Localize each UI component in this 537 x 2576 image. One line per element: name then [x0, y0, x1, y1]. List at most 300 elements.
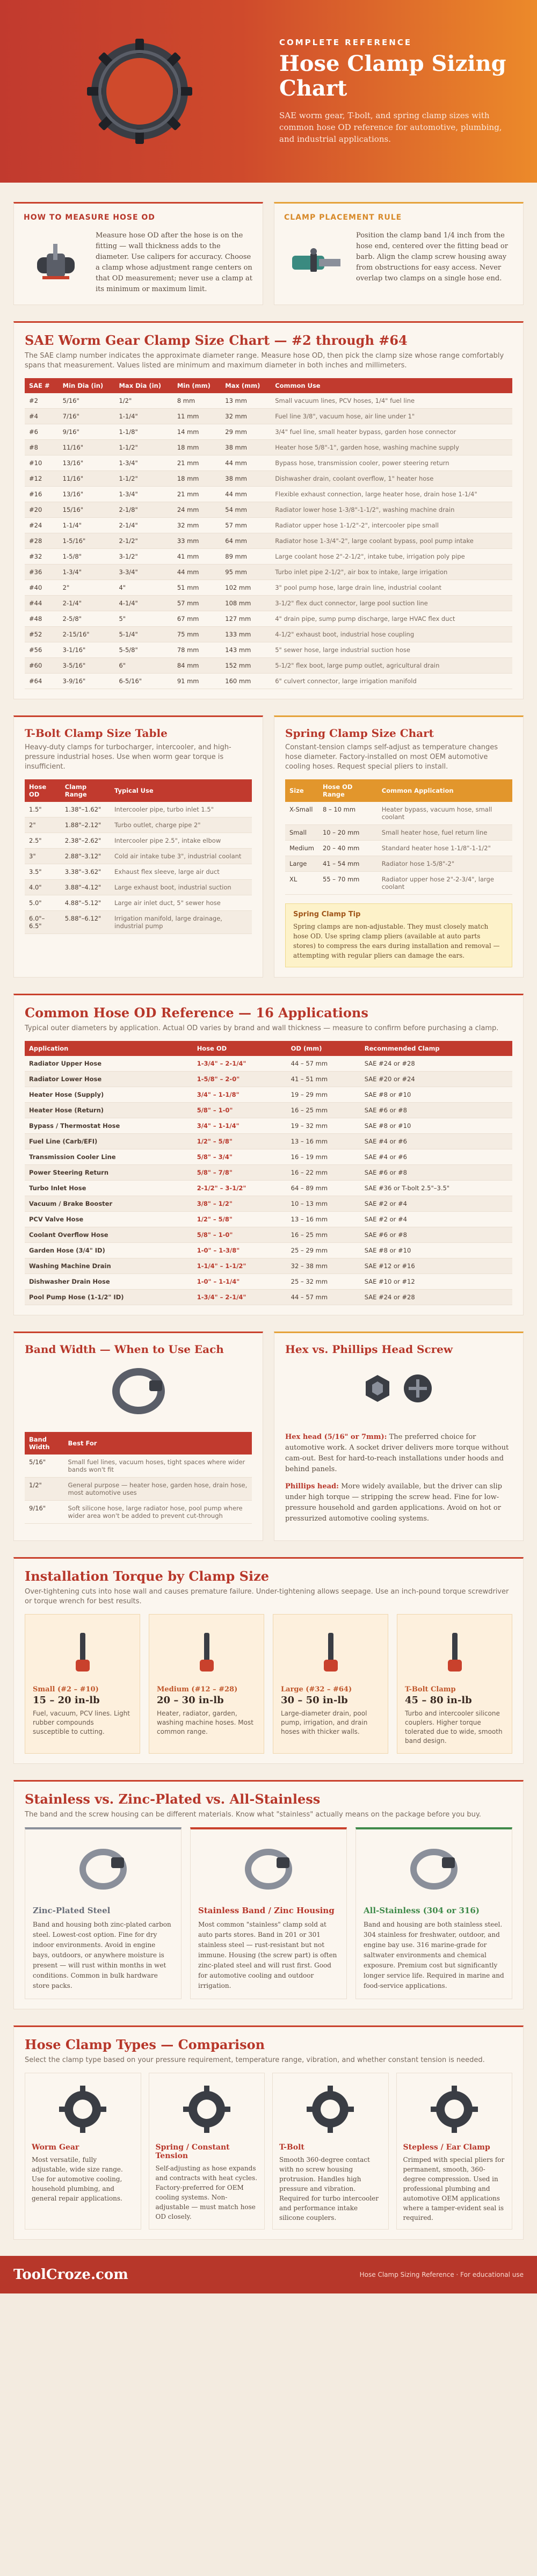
table-cell: #32 [25, 549, 59, 565]
table-header-cell: OD (mm) [287, 1041, 360, 1056]
table-cell: 9/16" [25, 1501, 64, 1524]
table-cell: 38 mm [221, 440, 271, 455]
table-cell: 29 mm [221, 424, 271, 440]
table-cell: 38 mm [221, 471, 271, 487]
table-cell: 6.0"–6.5" [25, 911, 61, 934]
torque-value: 20 – 30 in-lb [157, 1695, 224, 1706]
table-cell: 3/4" – 1-1/8" [193, 1087, 287, 1103]
table-cell: 1-1/4" [59, 518, 115, 533]
table-cell: SAE #20 or #24 [360, 1072, 512, 1087]
types-title: Hose Clamp Types — Comparison [25, 2037, 265, 2052]
table-cell: 41 – 54 mm [318, 856, 378, 872]
table-cell: 3/4" fuel line, small heater bypass, garden hose connector [271, 424, 512, 440]
table-cell: SAE #6 or #8 [360, 1227, 512, 1243]
table-cell: 1-5/8" – 2-0" [193, 1072, 287, 1087]
table-row [25, 1103, 512, 1118]
table-cell: 4" [114, 580, 172, 596]
table-cell: 2" [59, 580, 115, 596]
table-cell: 6" [114, 658, 172, 674]
table-cell: 16 – 19 mm [287, 1149, 360, 1165]
table-cell: 13 – 16 mm [287, 1134, 360, 1149]
table-cell: 6" culvert connector, large irrigation manifold [271, 674, 512, 689]
wrench-icon [281, 1622, 380, 1681]
placement-title: CLAMP PLACEMENT RULE [284, 213, 402, 222]
table-cell: #20 [25, 502, 59, 518]
hex-head-label: Hex head (5/16" or 7mm): [285, 1433, 387, 1441]
table-cell: #60 [25, 658, 59, 674]
table-cell: 5/8" – 1-0" [193, 1103, 287, 1118]
table-cell: Radiator hose 1-5/8"-2" [378, 856, 512, 872]
clamp-type-desc: Smooth 360-degree contact with no screw housing protrusion. Handles high pressure and vibration. Required for turbo intercooler and performance intake silicone couplers. [279, 2156, 379, 2222]
table-cell: 5.88"–6.12" [61, 911, 110, 934]
table-cell: 57 mm [221, 518, 271, 533]
table-cell: #64 [25, 674, 59, 689]
material-card [355, 1827, 512, 1999]
table-cell: Radiator Lower Hose [25, 1072, 193, 1087]
clamp-type-name: Spring / Constant Tension [155, 2143, 230, 2160]
table-cell: 5/16" [25, 1455, 64, 1478]
table-cell: 160 mm [221, 674, 271, 689]
table-cell: 2" [25, 817, 61, 833]
types-section [13, 2025, 524, 2240]
tbolt-spring-row [13, 715, 524, 978]
material-name: Stainless Band / Zinc Housing [198, 1906, 335, 1915]
table-cell: 1.5" [25, 802, 61, 817]
clamp-icon [198, 1837, 339, 1901]
table-cell: Soft silicone hose, large radiator hose, pool pump where wider area won't be added to prevent cut-through [64, 1501, 252, 1524]
table-cell: Turbo inlet pipe 2-1/2", air box to intake, large irrigation [271, 565, 512, 580]
table-row [285, 825, 512, 841]
table-header-cell: Clamp Range [61, 779, 110, 802]
table-header-cell: Hose OD [25, 779, 61, 802]
table-cell: 3/8" – 1/2" [193, 1196, 287, 1212]
table-cell: Small [285, 825, 318, 841]
table-cell: Bypass / Thermostat Hose [25, 1118, 193, 1134]
table-cell: 3-3/4" [114, 565, 172, 580]
table-cell: Garden Hose (3/4" ID) [25, 1243, 193, 1258]
wrench-icon [405, 1622, 504, 1681]
spring-table [285, 779, 512, 895]
table-row [25, 895, 252, 911]
table-cell: 2.5" [25, 833, 61, 849]
table-header-cell: Max Dia (in) [114, 378, 172, 393]
table-cell: 44 mm [173, 565, 221, 580]
clamp-type-card [272, 2073, 389, 2230]
table-cell: 5" [114, 611, 172, 627]
table-cell: 1-1/2" [114, 471, 172, 487]
table-cell: 32 – 38 mm [287, 1258, 360, 1274]
table-cell: Coolant Overflow Hose [25, 1227, 193, 1243]
table-cell: 33 mm [173, 533, 221, 549]
table-cell: Fuel Line (Carb/EFI) [25, 1134, 193, 1149]
table-cell: 24 mm [173, 502, 221, 518]
table-cell: Turbo outlet, charge pipe 2" [110, 817, 252, 833]
table-row [25, 409, 512, 424]
table-cell: 3-1/16" [59, 642, 115, 658]
placement-card [274, 202, 524, 305]
table-cell: 54 mm [221, 502, 271, 518]
table-cell: Heater Hose (Supply) [25, 1087, 193, 1103]
table-row [25, 502, 512, 518]
table-row [25, 1478, 252, 1501]
table-cell: Radiator hose 1-3/4"-2", large coolant bypass, pool pump intake [271, 533, 512, 549]
table-cell: #56 [25, 642, 59, 658]
table-cell: 25 – 29 mm [287, 1243, 360, 1258]
table-cell: 4.88"–5.12" [61, 895, 110, 911]
table-cell: 127 mm [221, 611, 271, 627]
table-cell: 13 – 16 mm [287, 1212, 360, 1227]
table-cell: #28 [25, 533, 59, 549]
table-row [25, 1243, 512, 1258]
table-cell: 11/16" [59, 440, 115, 455]
table-row [25, 1181, 512, 1196]
table-cell: 15/16" [59, 502, 115, 518]
table-row [25, 1290, 512, 1305]
table-cell: 1-1/8" [114, 424, 172, 440]
table-cell: SAE #2 or #4 [360, 1196, 512, 1212]
torque-card [397, 1614, 512, 1754]
table-cell: Pool Pump Hose (1-1/2" ID) [25, 1290, 193, 1305]
table-row [25, 580, 512, 596]
table-cell: 84 mm [173, 658, 221, 674]
table-cell: Vacuum / Brake Booster [25, 1196, 193, 1212]
torque-card [25, 1614, 140, 1754]
table-row [25, 549, 512, 565]
table-header-cell: Recommended Clamp [360, 1041, 512, 1056]
table-cell: Turbo Inlet Hose [25, 1181, 193, 1196]
table-header-cell: Common Use [271, 378, 512, 393]
table-cell: SAE #4 or #6 [360, 1149, 512, 1165]
hex-head-text: The preferred choice for automotive work. A socket driver delivers more torque without cam-out. Best for hard-to-reach installations under hoods and behind panels. [285, 1433, 509, 1473]
footer-note: Hose Clamp Sizing Reference · For educational use [359, 2271, 524, 2278]
table-row [25, 1274, 512, 1290]
table-cell: 1.88"–2.12" [61, 817, 110, 833]
table-cell: 10 – 13 mm [287, 1196, 360, 1212]
hero-image [0, 0, 279, 183]
table-row [285, 872, 512, 895]
table-cell: 4-1/4" [114, 596, 172, 611]
clamp-icon [364, 1837, 504, 1901]
table-cell: 51 mm [173, 580, 221, 596]
measure-text: Measure hose OD after the hose is on the fitting — wall thickness adds to the diameter. Use calipers for accuracy. Choose a clamp whose adjustment range centers on that OD measurement; never use a clamp at its minimum or maximum limit. [96, 231, 252, 293]
table-cell: 1-5/16" [59, 533, 115, 549]
table-cell: #40 [25, 580, 59, 596]
table-row [25, 518, 512, 533]
table-cell: 2-1/4" [114, 518, 172, 533]
table-cell: 3" pool pump hose, large drain line, industrial coolant [271, 580, 512, 596]
table-cell: Intercooler pipe, turbo inlet 1.5" [110, 802, 252, 817]
table-cell: 14 mm [173, 424, 221, 440]
material-card [190, 1827, 347, 1999]
table-row [25, 1455, 252, 1478]
phillips-head-text: More widely available, but the driver can slip under high torque — stripping the screw head. Fine for low-pressure household and garden applications. Avoid on hot or pressurized automotive cooling systems. [285, 1482, 502, 1523]
table-cell: Dishwasher drain, coolant overflow, 1" heater hose [271, 471, 512, 487]
table-cell: 16 – 22 mm [287, 1165, 360, 1181]
table-cell: 64 mm [221, 533, 271, 549]
table-row [285, 802, 512, 825]
table-header-cell: Band Width [25, 1432, 64, 1455]
table-cell: Radiator upper hose 2"-2-3/4", large coolant [378, 872, 512, 895]
spring-tip [285, 903, 512, 967]
table-cell: 1-0" – 1-3/8" [193, 1243, 287, 1258]
table-cell: PCV Valve Hose [25, 1212, 193, 1227]
table-cell: 44 mm [221, 455, 271, 471]
table-row [25, 455, 512, 471]
material-card [25, 1827, 182, 1999]
table-cell: 95 mm [221, 565, 271, 580]
table-cell: X-Small [285, 802, 318, 825]
table-cell: 11 mm [173, 409, 221, 424]
table-cell: 3-5/16" [59, 658, 115, 674]
torque-value: 15 – 20 in-lb [33, 1695, 100, 1706]
table-cell: 11/16" [59, 471, 115, 487]
hose-clamp-icon [81, 32, 199, 150]
table-cell: 25 – 32 mm [287, 1274, 360, 1290]
types-subtitle: Select the clamp type based on your pressure requirement, temperature range, vibration, and whether constant tension is needed. [25, 2056, 485, 2064]
table-cell: Transmission Cooler Line [25, 1149, 193, 1165]
table-row [25, 565, 512, 580]
table-cell: Medium [285, 841, 318, 856]
table-cell: 5/16" [59, 393, 115, 409]
table-row [25, 487, 512, 502]
table-cell: 21 mm [173, 455, 221, 471]
torque-label: Large (#32 – #64) [281, 1685, 352, 1694]
table-cell: 1/2" – 5/8" [193, 1212, 287, 1227]
table-cell: 19 – 29 mm [287, 1087, 360, 1103]
table-cell: 13 mm [221, 393, 271, 409]
table-cell: 4" drain pipe, sump pump discharge, large HVAC flex duct [271, 611, 512, 627]
table-cell: 1-1/2" [114, 440, 172, 455]
torque-subtitle: Over-tightening cuts into hose wall and causes premature failure. Under-tightening allows seepage. Use an inch-pound torque screwdriver or torque wrench for best results. [25, 1588, 509, 1605]
table-cell: 44 – 57 mm [287, 1290, 360, 1305]
sae-subtitle: The SAE clamp number indicates the approximate diameter range. Measure hose OD, then pick the clamp size whose range comfortably spans that measurement. Values listed are minimum and maximum diameter in both inches and millimeters. [25, 352, 504, 370]
table-cell: SAE #2 or #4 [360, 1212, 512, 1227]
table-row [25, 642, 512, 658]
table-row [25, 1196, 512, 1212]
table-row [25, 627, 512, 642]
table-cell: #10 [25, 455, 59, 471]
screw-head-icon [285, 1359, 512, 1423]
table-cell: #24 [25, 518, 59, 533]
table-cell: 18 mm [173, 440, 221, 455]
torque-label: Medium (#12 – #28) [157, 1685, 238, 1694]
torque-label: T-Bolt Clamp [405, 1685, 456, 1694]
table-cell: Flexible exhaust connection, large heater hose, drain hose 1-1/4" [271, 487, 512, 502]
table-cell: 5-1/4" [114, 627, 172, 642]
table-row [25, 1165, 512, 1181]
table-header-cell: Common Application [378, 779, 512, 802]
table-cell: Heater hose 5/8"-1", garden hose, washing machine supply [271, 440, 512, 455]
table-row [25, 424, 512, 440]
table-header-cell: Typical Use [110, 779, 252, 802]
table-cell: SAE #10 or #12 [360, 1274, 512, 1290]
hex-section [274, 1332, 524, 1541]
clamp-type-card [25, 2073, 141, 2230]
spring-title: Spring Clamp Size Chart [285, 727, 434, 740]
table-cell: #36 [25, 565, 59, 580]
measure-card [13, 202, 263, 305]
table-cell: #44 [25, 596, 59, 611]
table-cell: 18 mm [173, 471, 221, 487]
clamp-type-icon [156, 2080, 258, 2139]
table-cell: 21 mm [173, 487, 221, 502]
band-table [25, 1432, 252, 1524]
table-cell: 7/16" [59, 409, 115, 424]
table-cell: Cold air intake tube 3", industrial coolant [110, 849, 252, 864]
tbolt-section [13, 715, 263, 978]
table-cell: 2.88"–3.12" [61, 849, 110, 864]
torque-value: 45 – 80 in-lb [405, 1695, 472, 1706]
table-cell: 13/16" [59, 487, 115, 502]
table-cell: 1/2" [114, 393, 172, 409]
materials-grid [25, 1827, 512, 1999]
torque-desc: Turbo and intercooler silicone couplers. Higher torque tolerated due to wide, smooth band design. [405, 1710, 503, 1745]
table-row [25, 1134, 512, 1149]
table-cell: Fuel line 3/8", vacuum hose, air line under 1" [271, 409, 512, 424]
table-cell: 2-1/4" [59, 596, 115, 611]
band-hex-row [13, 1332, 524, 1541]
table-cell: 78 mm [173, 642, 221, 658]
clamp-type-icon [32, 2080, 134, 2139]
band-clamp-icon [25, 1359, 252, 1423]
table-cell: 67 mm [173, 611, 221, 627]
table-row [25, 674, 512, 689]
table-cell: 10 – 20 mm [318, 825, 378, 841]
table-cell: SAE #24 or #28 [360, 1290, 512, 1305]
table-cell: Large air inlet duct, 5" sewer hose [110, 895, 252, 911]
footer-brand-link[interactable]: ToolCroze.com [13, 2267, 128, 2283]
table-cell: 1-3/4" – 2-1/4" [193, 1056, 287, 1072]
table-cell: 108 mm [221, 596, 271, 611]
spring-tip-title: Spring Clamp Tip [293, 910, 361, 918]
table-cell: 6-5/16" [114, 674, 172, 689]
materials-section [13, 1780, 524, 2009]
table-cell: 32 mm [173, 518, 221, 533]
table-cell: #6 [25, 424, 59, 440]
table-row [25, 849, 252, 864]
table-row [25, 864, 252, 880]
table-row [25, 658, 512, 674]
table-cell: 5-5/8" [114, 642, 172, 658]
table-cell: 41 mm [173, 549, 221, 565]
table-cell: SAE #24 or #28 [360, 1056, 512, 1072]
table-cell: 16 – 25 mm [287, 1227, 360, 1243]
tbolt-subtitle: Heavy-duty clamps for turbocharger, intercooler, and high-pressure industrial hoses. Use when worm gear torque is insufficient. [25, 743, 231, 771]
page-title: Hose Clamp Sizing Chart [279, 51, 506, 101]
hose-od-subtitle: Typical outer diameters by application. Actual OD varies by brand and wall thickness — measure to confirm before purchasing a clamp. [25, 1024, 499, 1032]
table-row [25, 1258, 512, 1274]
table-row [25, 1212, 512, 1227]
clamp-icon [33, 1837, 173, 1901]
table-header-cell: SAE # [25, 378, 59, 393]
table-cell: Heater Hose (Return) [25, 1103, 193, 1118]
table-cell: 1-3/4" [114, 455, 172, 471]
table-cell: Power Steering Return [25, 1165, 193, 1181]
table-cell: General purpose — heater hose, garden hose, drain hose, most automotive uses [64, 1478, 252, 1501]
table-cell: Heater bypass, vacuum hose, small coolant [378, 802, 512, 825]
table-cell: 20 – 40 mm [318, 841, 378, 856]
table-cell: 16 – 25 mm [287, 1103, 360, 1118]
table-cell: 13/16" [59, 455, 115, 471]
table-cell: SAE #8 or #10 [360, 1243, 512, 1258]
hex-title: Hex vs. Phillips Head Screw [285, 1343, 453, 1356]
torque-card [273, 1614, 388, 1754]
table-cell: Irrigation manifold, large drainage, industrial pump [110, 911, 252, 934]
table-cell: 44 – 57 mm [287, 1056, 360, 1072]
table-row [285, 841, 512, 856]
table-header-cell: Size [285, 779, 318, 802]
table-row [25, 611, 512, 627]
table-cell: 57 mm [173, 596, 221, 611]
footer [0, 2256, 537, 2293]
measure-title: HOW TO MEASURE HOSE OD [24, 213, 155, 222]
material-name: All-Stainless (304 or 316) [364, 1906, 480, 1915]
table-row [25, 1227, 512, 1243]
table-cell: 9/16" [59, 424, 115, 440]
table-cell: #4 [25, 409, 59, 424]
torque-section [13, 1557, 524, 1764]
table-cell: 5" sewer hose, large industrial suction hose [271, 642, 512, 658]
table-cell: 102 mm [221, 580, 271, 596]
table-cell: Large exhaust boot, industrial suction [110, 880, 252, 895]
table-cell: 5/8" – 3/4" [193, 1149, 287, 1165]
table-cell: 3-1/2" flex duct connector, large pool suction line [271, 596, 512, 611]
table-cell: SAE #8 or #10 [360, 1118, 512, 1134]
table-cell: #16 [25, 487, 59, 502]
table-cell: Large [285, 856, 318, 872]
material-name: Zinc-Plated Steel [33, 1906, 111, 1915]
table-cell: #48 [25, 611, 59, 627]
table-cell: 1-3/4" – 2-1/4" [193, 1290, 287, 1305]
table-header-cell: Min Dia (in) [59, 378, 115, 393]
table-row [25, 802, 252, 817]
table-cell: 4-1/2" exhaust boot, industrial hose coupling [271, 627, 512, 642]
table-cell: Small fuel lines, vacuum hoses, tight spaces where wider bands won't fit [64, 1455, 252, 1478]
table-cell: 2-1/2" [114, 533, 172, 549]
table-row [25, 393, 512, 409]
table-cell: Exhaust flex sleeve, large air duct [110, 864, 252, 880]
clamp-type-desc: Crimped with special pliers for permanent, smooth, 360-degree compression. Used in professional plumbing and automotive OEM applications where a tamper-evident seal is required. [403, 2156, 505, 2222]
table-cell: Dishwasher Drain Hose [25, 1274, 193, 1290]
table-cell: Washing Machine Drain [25, 1258, 193, 1274]
wrench-icon [157, 1622, 256, 1681]
table-cell: Small vacuum lines, PCV hoses, 1/4" fuel line [271, 393, 512, 409]
table-cell: 2-15/16" [59, 627, 115, 642]
table-row [25, 880, 252, 895]
table-cell: 75 mm [173, 627, 221, 642]
table-cell: 1/2" – 5/8" [193, 1134, 287, 1149]
torque-card [149, 1614, 264, 1754]
table-header-cell: Hose OD Range [318, 779, 378, 802]
clamp-type-icon [279, 2080, 382, 2139]
band-section [13, 1332, 263, 1541]
clamp-type-name: T-Bolt [279, 2143, 304, 2152]
torque-desc: Large-diameter drain, pool pump, irrigation, and drain hoses with thicker walls. [281, 1710, 368, 1735]
table-row [25, 1149, 512, 1165]
table-cell: 4.0" [25, 880, 61, 895]
torque-grid [25, 1614, 512, 1754]
table-header-cell: Application [25, 1041, 193, 1056]
table-cell: #2 [25, 393, 59, 409]
table-row [25, 440, 512, 455]
materials-title: Stainless vs. Zinc-Plated vs. All-Stainless [25, 1791, 321, 1807]
table-cell: SAE #6 or #8 [360, 1103, 512, 1118]
table-row [25, 1056, 512, 1072]
material-desc: Band and housing both zinc-plated carbon steel. Lowest-cost option. Fine for dry indoor environments. Avoid in engine bays, outdoors, or anywhere moisture is present — will rust within months in wet conditions. Common in bulk hardware store packs. [33, 1921, 171, 1989]
placement-text: Position the clamp band 1/4 inch from the hose end, centered over the fitting bead or barb. Align the clamp screw housing away from obstructions for easy access. Never overlap two clamps on a single hose end. [356, 231, 508, 283]
hero-banner [0, 0, 537, 183]
table-cell: 32 mm [221, 409, 271, 424]
